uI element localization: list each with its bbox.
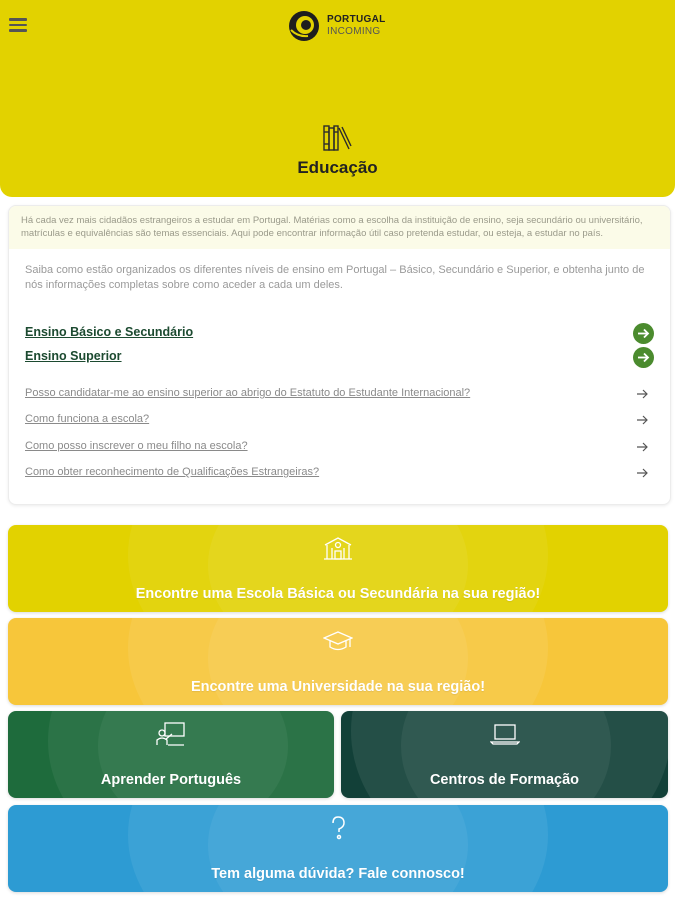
hamburger-menu-icon[interactable] (9, 16, 27, 34)
faq-link[interactable]: Como funciona a escola? (25, 413, 150, 425)
books-icon (322, 124, 352, 152)
find-university-label: Encontre uma Universidade na sua região! (190, 679, 486, 695)
training-centers-label: Centros de Formação (429, 772, 580, 788)
portugal-incoming-logo[interactable] (288, 10, 386, 42)
find-school-label: Encontre uma Escola Básica ou Secundária na sua região! (135, 586, 541, 602)
training-centers-tile[interactable] (341, 711, 668, 798)
learn-portuguese-label: Aprender Português (100, 772, 242, 788)
education-info-card (8, 205, 671, 505)
link-ensino-basico-secundario[interactable]: Ensino Básico e Secundário (25, 325, 194, 339)
arrow-circle-icon[interactable] (633, 323, 654, 344)
logo-text-line1: PORTUGAL (327, 14, 386, 25)
arrow-circle-icon[interactable] (633, 347, 654, 368)
question-mark-icon (323, 815, 353, 841)
learn-portuguese-tile[interactable] (8, 711, 334, 798)
faq-link[interactable]: Como obter reconhecimento de Qualificações Estrangeiras? (25, 466, 320, 478)
logo-mark-icon (288, 10, 320, 42)
logo-text-line2: INCOMING (327, 26, 381, 37)
contact-us-tile[interactable] (8, 805, 668, 892)
faq-link[interactable]: Como posso inscrever o meu filho na escola? (25, 440, 248, 452)
find-school-tile[interactable] (8, 525, 668, 612)
summary-text: Saiba como estão organizados os diferentes níveis de ensino em Portugal – Básico, Secundário e Superior, e obtenha junto de nós informações completas sobre como aceder a cada um deles. (25, 264, 645, 291)
page-title: Educação (297, 158, 378, 177)
arrow-right-icon[interactable] (636, 467, 648, 479)
faq-link[interactable]: Posso candidatar-me ao ensino superior ao abrigo do Estatuto do Estudante Internacional? (25, 387, 471, 399)
header (0, 0, 675, 197)
intro-text: Há cada vez mais cidadãos estrangeiros a estudar em Portugal. Matérias como a escolha da instituição de ensino, seja secundário ou universitário, matrículas e equivalências são temas essenciais. Aqui pode encontrar informação útil caso pretenda estudar, ou esteja, a estudar no país. (9, 206, 670, 249)
arrow-right-icon[interactable] (636, 388, 648, 400)
arrow-right-icon[interactable] (636, 441, 648, 453)
laptop-icon (490, 721, 520, 747)
teacher-board-icon (156, 721, 186, 747)
graduation-cap-icon (323, 628, 353, 654)
school-building-icon (323, 535, 353, 561)
arrow-right-icon[interactable] (636, 414, 648, 426)
find-university-tile[interactable] (8, 618, 668, 705)
link-ensino-superior[interactable]: Ensino Superior (25, 349, 122, 363)
contact-us-label: Tem alguma dúvida? Fale connosco! (211, 866, 465, 882)
